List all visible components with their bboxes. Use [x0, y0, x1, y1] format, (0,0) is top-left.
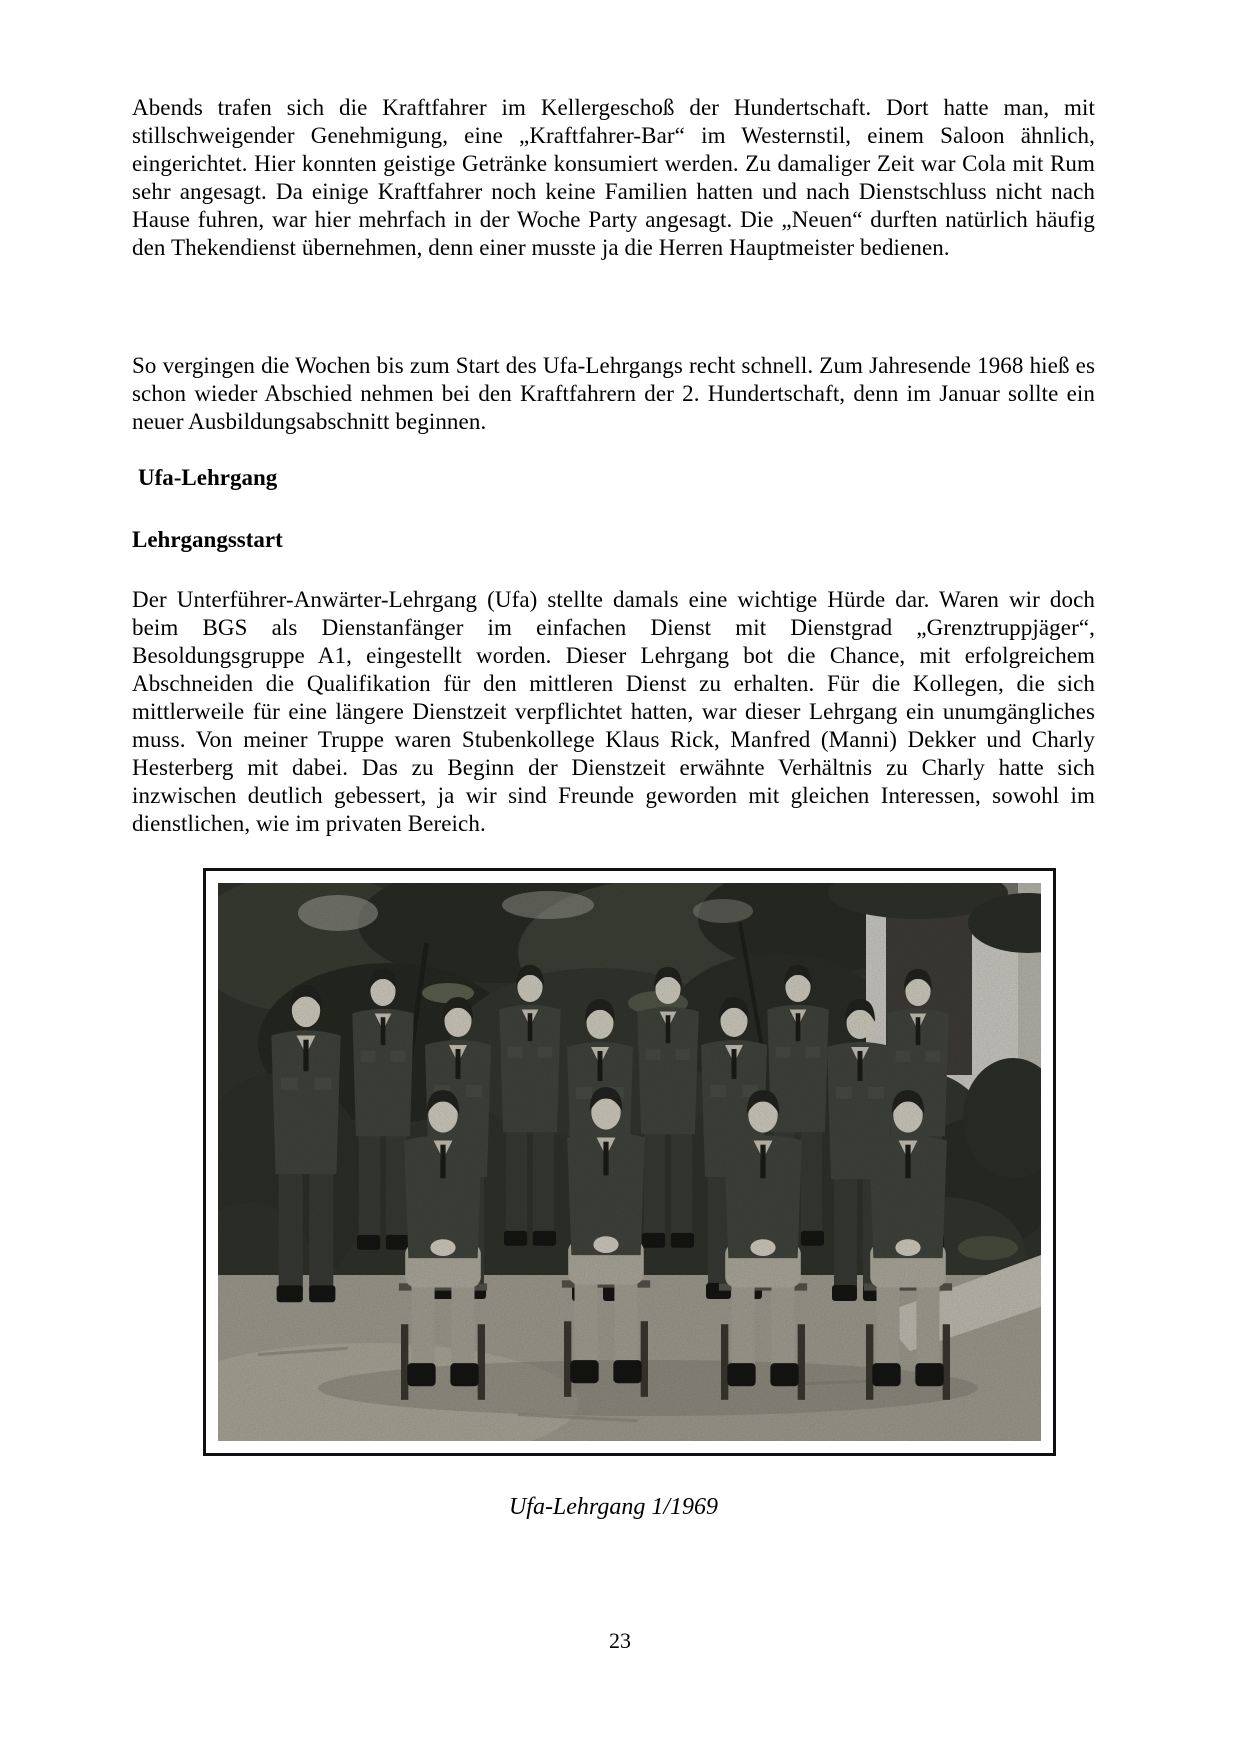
subsection-heading-lehrgangsstart: Lehrgangsstart: [132, 527, 283, 552]
section-heading-ufa-lehrgang: Ufa-Lehrgang: [138, 465, 278, 490]
paragraph-kraftfahrer-bar: Abends trafen sich die Kraftfahrer im Kellergeschoß der Hundertschaft. Dort hatte man, mit stillschweigender Genehmigung, eine „Kraftfahrer-Bar“ im Westernstil, einem Saloon ähnlich, eingerichtet. Hier konnten geistige Getränke konsumiert werden. Zu damaliger Zeit war Cola mit Rum sehr angesagt. Da einige Kraftfahrer noch keine Familien hatten und nach Dienstschluss nicht nach Hause fuhren, war hier mehrfach in der Woche Party angesagt. Die „Neuen“ durften natürlich häufig den Thekendienst übernehmen, denn einer musste ja die Herren Hauptmeister bedienen.: [132, 95, 1095, 260]
photo-grain-overlay: [218, 883, 1041, 1441]
page-number: 23: [609, 1628, 631, 1653]
photo-caption: Ufa-Lehrgang 1/1969: [508, 1494, 719, 1520]
paragraph-jahresende-1968: So vergingen die Wochen bis zum Start des Ufa-Lehrgangs recht schnell. Zum Jahresende 1968 hieß es schon wieder Abschied nehmen bei den Kraftfahrern der 2. Hundertschaft, denn im Januar sollte ein neuer Ausbildungsabschnitt beginnen.: [132, 353, 1095, 434]
group-photo: [218, 883, 1041, 1441]
paragraph-ufa-lehrgang-beschreibung: Der Unterführer-Anwärter-Lehrgang (Ufa) stellte damals eine wichtige Hürde dar. Waren wir doch beim BGS als Dienstanfänger im einfachen Dienst mit Dienstgrad „Grenztruppjäger“, Besoldungsgruppe A1, eingestellt worden. Dieser Lehrgang bot die Chance, mit erfolgreichem Abschneiden die Qualifikation für den mittleren Dienst zu erhalten. Für die Kollegen, die sich mittlerweile für eine längere Dienstzeit verpflichtet hatten, war dieser Lehrgang ein unumgängliches muss. Von meiner Truppe waren Stubenkollege Klaus Rick, Manfred (Manni) Dekker und Charly Hesterberg mit dabei. Das zu Beginn der Dienstzeit erwähnte Verhältnis zu Charly hatte sich inzwischen deutlich gebessert, ja wir sind Freunde geworden mit gleichen Interessen, sowohl im dienstlichen, wie im privaten Bereich.: [132, 587, 1095, 836]
photo-frame: [203, 868, 1056, 1456]
